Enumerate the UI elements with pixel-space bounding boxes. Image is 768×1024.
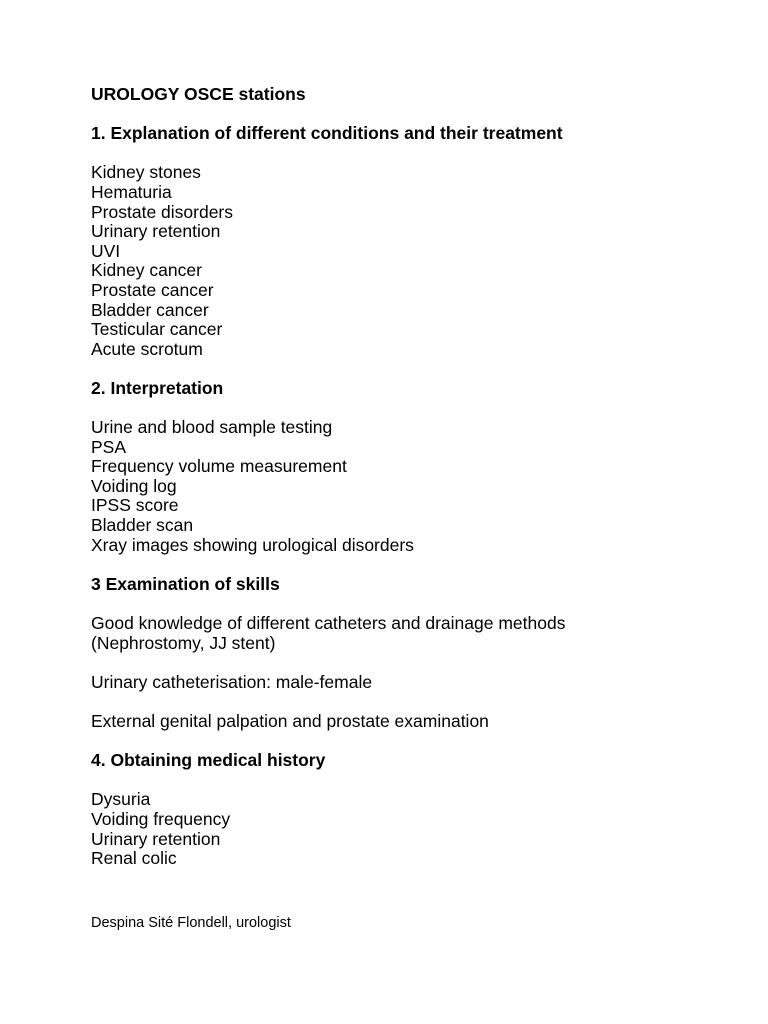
list-item: Urinary retention — [91, 221, 221, 242]
list-item: Urinary retention — [91, 828, 221, 849]
paragraph-line: (Nephrostomy, JJ stent) — [91, 632, 276, 653]
paragraph-line: External genital palpation and prostate examination — [91, 711, 489, 731]
section-conditions — [91, 124, 731, 359]
list-item: Renal colic — [91, 848, 177, 869]
interpretation-list — [91, 418, 731, 555]
spacer — [91, 555, 731, 575]
list-item: PSA — [91, 436, 127, 457]
list-item: Voiding frequency — [91, 808, 231, 829]
list-item: Bladder cancer — [91, 299, 209, 320]
section-heading: 3 Examination of skills — [91, 573, 280, 594]
section-medical-history — [91, 751, 731, 869]
section-skills — [91, 575, 731, 732]
spacer — [91, 732, 731, 752]
spacer — [91, 399, 731, 419]
conditions-list — [91, 163, 731, 359]
spacer — [91, 653, 731, 673]
author-footer: Despina Sité Flondell, urologist — [91, 914, 291, 931]
list-item: Kidney stones — [91, 162, 201, 183]
section-interpretation — [91, 379, 731, 555]
paragraph-line: Urinary catheterisation: male-female — [91, 671, 373, 692]
list-item: Acute scrotum — [91, 338, 203, 359]
paragraph-line: Good knowledge of different catheters and drainage methods — [91, 613, 566, 634]
spacer — [91, 359, 731, 379]
list-item: Urine and blood sample testing — [91, 417, 333, 438]
list-item: Prostate cancer — [91, 279, 214, 300]
list-item: Bladder scan — [91, 515, 194, 536]
section-heading: 1. Explanation of different conditions and their treatment — [91, 123, 563, 144]
spacer — [91, 771, 731, 791]
spacer — [91, 692, 731, 712]
list-item: Prostate disorders — [91, 201, 234, 222]
list-item: Testicular cancer — [91, 319, 223, 340]
medical-history-list — [91, 790, 731, 868]
spacer — [91, 105, 731, 125]
list-item: Frequency volume measurement — [91, 456, 347, 477]
document-title: UROLOGY OSCE stations — [91, 84, 306, 104]
list-item: Voiding log — [91, 475, 177, 496]
list-item: IPSS score — [91, 495, 179, 516]
list-item: Hematuria — [91, 181, 172, 202]
spacer — [91, 594, 731, 614]
section-heading: 4. Obtaining medical history — [91, 750, 326, 771]
list-item: UVI — [91, 240, 121, 261]
list-item: Kidney cancer — [91, 260, 202, 281]
spacer — [91, 144, 731, 164]
list-item: Dysuria — [91, 789, 151, 810]
list-item: Xray images showing urological disorders — [91, 534, 414, 555]
section-heading: 2. Interpretation — [91, 377, 224, 398]
document-body — [91, 85, 731, 869]
